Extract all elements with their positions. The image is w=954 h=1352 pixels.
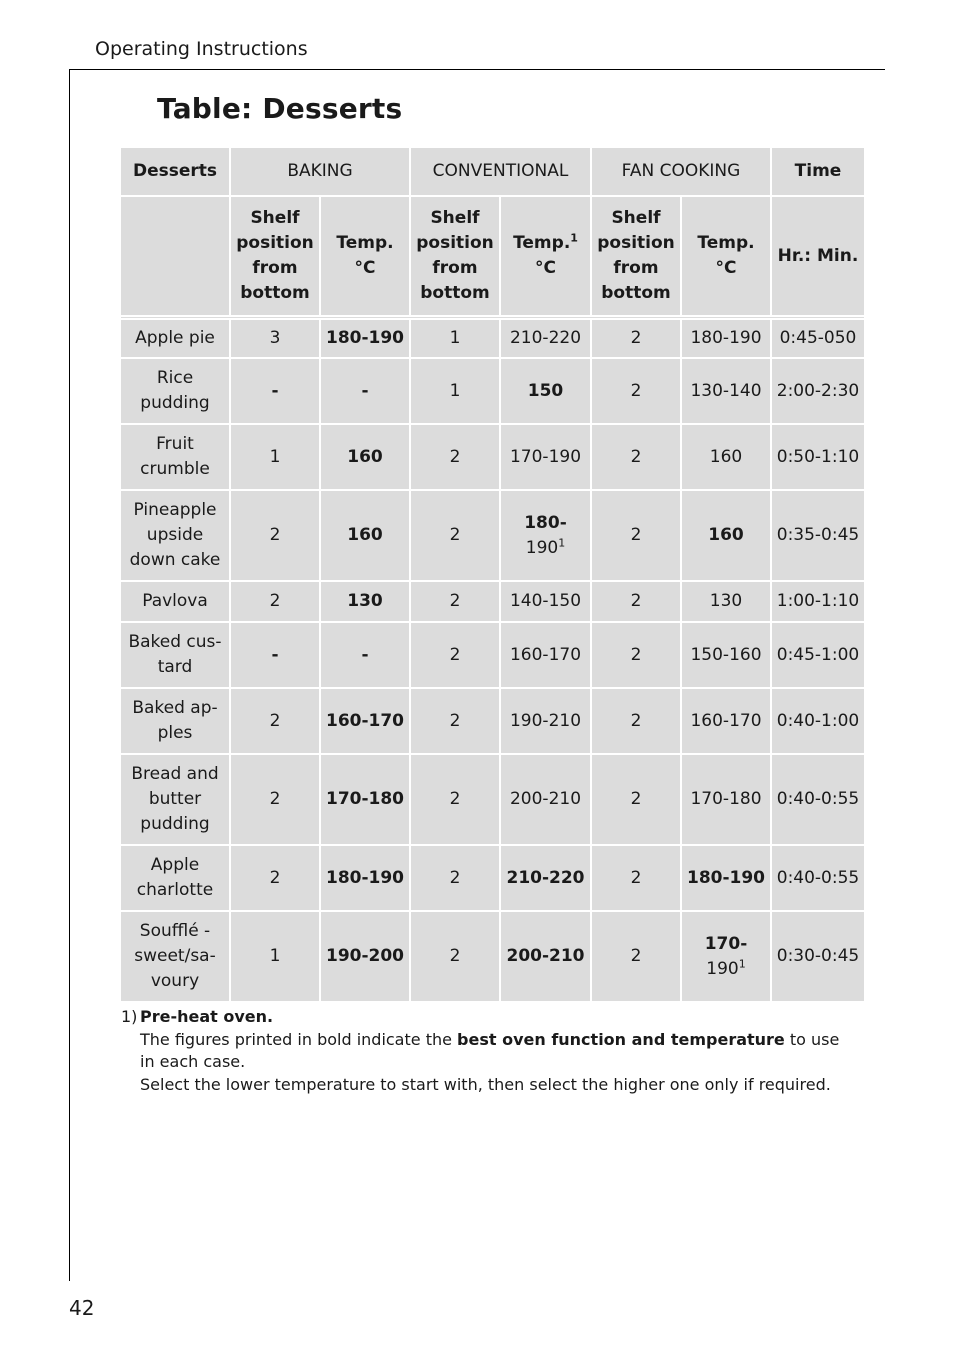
fan-shelf-cell: 2: [592, 689, 680, 753]
group-fan-header: FAN COOKING: [592, 148, 770, 195]
header-row-subcolumns: [121, 197, 864, 315]
fan-temp-cell: 160-170: [682, 689, 770, 753]
baking-temp-cell: 190-200: [321, 912, 409, 1001]
table-row: [121, 846, 864, 910]
conv-shelf-cell: 2: [411, 623, 499, 687]
fan-temp-cell: 130: [682, 582, 770, 621]
conv-shelf-cell: 2: [411, 425, 499, 489]
dessert-name: Pavlova: [121, 582, 229, 621]
conv-shelf-cell: 2: [411, 491, 499, 580]
conv-temp-cell: 210-220: [501, 846, 590, 910]
dessert-name: Bread and butter pudding: [121, 755, 229, 844]
header-row-groups: [121, 148, 864, 195]
baking-temp-header: Temp. °C: [321, 197, 409, 315]
baking-shelf-cell: -: [231, 623, 319, 687]
fan-temp-cell: 130-140: [682, 359, 770, 423]
dessert-name: Rice pudding: [121, 359, 229, 423]
conv-temp-cell: 200-210: [501, 912, 590, 1001]
baking-temp-cell: -: [321, 359, 409, 423]
conv-temp-cell: 210-220: [501, 320, 590, 357]
footnote-line1: The figures printed in bold indicate the best oven function and temperature to use in each case.: [140, 1029, 840, 1071]
baking-shelf-cell: 2: [231, 689, 319, 753]
conv-temp-cell: 190-210: [501, 689, 590, 753]
fan-temp-cell: 160: [682, 425, 770, 489]
col-time-header: Time: [772, 148, 864, 195]
conv-temp-cell: 140-150: [501, 582, 590, 621]
baking-shelf-cell: 3: [231, 320, 319, 357]
fan-shelf-cell: 2: [592, 846, 680, 910]
page-title: Table: Desserts: [157, 92, 403, 125]
dessert-name: Pineapple upside down cake: [121, 491, 229, 580]
conv-shelf-cell: 1: [411, 359, 499, 423]
margin-rule: [69, 69, 70, 1281]
baking-temp-cell: -: [321, 623, 409, 687]
header-label: Operating Instructions: [95, 38, 308, 60]
baking-temp-cell: 160: [321, 425, 409, 489]
time-cell: 0:30-0:45: [772, 912, 864, 1001]
time-cell: 0:45-050: [772, 320, 864, 357]
conv-shelf-cell: 2: [411, 689, 499, 753]
fan-shelf-cell: 2: [592, 359, 680, 423]
baking-shelf-cell: -: [231, 359, 319, 423]
time-cell: 1:00-1:10: [772, 582, 864, 621]
table-row: [121, 425, 864, 489]
fan-shelf-cell: 2: [592, 912, 680, 1001]
time-cell: 0:45-1:00: [772, 623, 864, 687]
fan-shelf-cell: 2: [592, 320, 680, 357]
conv-shelf-cell: 2: [411, 755, 499, 844]
table-row: [121, 623, 864, 687]
dessert-name: Soufflé - sweet/sa- voury: [121, 912, 229, 1001]
dessert-name: Baked ap- ples: [121, 689, 229, 753]
dessert-name: Baked cus- tard: [121, 623, 229, 687]
fan-shelf-cell: 2: [592, 425, 680, 489]
footnote-ref: 1: [558, 535, 566, 549]
footnote-marker: 1): [121, 1007, 138, 1026]
baking-temp-cell: 130: [321, 582, 409, 621]
conv-shelf-header: Shelf position from bottom: [411, 197, 499, 315]
time-cell: 0:35-0:45: [772, 491, 864, 580]
table-row: [121, 755, 864, 844]
page-number: 42: [69, 1296, 95, 1320]
conv-shelf-cell: 1: [411, 320, 499, 357]
fan-temp-header: Temp. °C: [682, 197, 770, 315]
baking-shelf-cell: 2: [231, 582, 319, 621]
baking-temp-cell: 160-170: [321, 689, 409, 753]
fan-temp-cell: 150-160: [682, 623, 770, 687]
dessert-name: Fruit crumble: [121, 425, 229, 489]
baking-shelf-cell: 2: [231, 846, 319, 910]
table-row: [121, 359, 864, 423]
baking-shelf-cell: 2: [231, 491, 319, 580]
conv-temp-cell: 170-190: [501, 425, 590, 489]
baking-temp-cell: 180-190: [321, 320, 409, 357]
fan-temp-cell: 170- $190^1$: [682, 912, 770, 1001]
footnote-ref: 1: [570, 231, 578, 245]
conv-temp-cell: 150: [501, 359, 590, 423]
time-unit-header: Hr.: Min.: [772, 197, 864, 315]
conv-shelf-cell: 2: [411, 912, 499, 1001]
table-row: [121, 491, 864, 580]
footnote: [121, 1006, 841, 1096]
fan-temp-cell: 170-180: [682, 755, 770, 844]
header-empty-cell: [121, 197, 229, 315]
conv-temp-cell: 180- $190^1$: [501, 491, 590, 580]
time-cell: 0:40-0:55: [772, 755, 864, 844]
fan-shelf-cell: 2: [592, 755, 680, 844]
time-cell: 0:40-0:55: [772, 846, 864, 910]
table-row: [121, 320, 864, 357]
fan-shelf-header: Shelf position from bottom: [592, 197, 680, 315]
footnote-title: Pre-heat oven.: [140, 1007, 274, 1026]
fan-temp-cell: 160: [682, 491, 770, 580]
dessert-name: Apple charlotte: [121, 846, 229, 910]
dessert-name: Apple pie: [121, 320, 229, 357]
conv-temp-cell: 160-170: [501, 623, 590, 687]
table-row: [121, 689, 864, 753]
time-cell: 0:50-1:10: [772, 425, 864, 489]
fan-shelf-cell: 2: [592, 582, 680, 621]
conv-temp-header: Temp.$^1$ °C: [501, 197, 590, 315]
conv-shelf-cell: 2: [411, 846, 499, 910]
table-row: [121, 582, 864, 621]
fan-shelf-cell: 2: [592, 623, 680, 687]
footnote-line2: Select the lower temperature to start with, then select the higher one only if required.: [140, 1074, 831, 1094]
fan-shelf-cell: 2: [592, 491, 680, 580]
baking-shelf-cell: 1: [231, 425, 319, 489]
baking-temp-cell: 180-190: [321, 846, 409, 910]
conv-temp-cell: 200-210: [501, 755, 590, 844]
table-body: [121, 320, 864, 1001]
group-baking-header: BAKING: [231, 148, 409, 195]
col-desserts-header: Desserts: [121, 148, 229, 195]
group-conventional-header: CONVENTIONAL: [411, 148, 590, 195]
footnote-ref: 1: [738, 956, 746, 970]
header-rule: [69, 69, 885, 70]
desserts-table: [119, 146, 866, 1003]
conv-shelf-cell: 2: [411, 582, 499, 621]
fan-temp-cell: 180-190: [682, 846, 770, 910]
baking-shelf-header: Shelf position from bottom: [231, 197, 319, 315]
baking-shelf-cell: 2: [231, 755, 319, 844]
baking-temp-cell: 160: [321, 491, 409, 580]
fan-temp-cell: 180-190: [682, 320, 770, 357]
time-cell: 2:00-2:30: [772, 359, 864, 423]
baking-shelf-cell: 1: [231, 912, 319, 1001]
table-row: [121, 912, 864, 1001]
baking-temp-cell: 170-180: [321, 755, 409, 844]
time-cell: 0:40-1:00: [772, 689, 864, 753]
